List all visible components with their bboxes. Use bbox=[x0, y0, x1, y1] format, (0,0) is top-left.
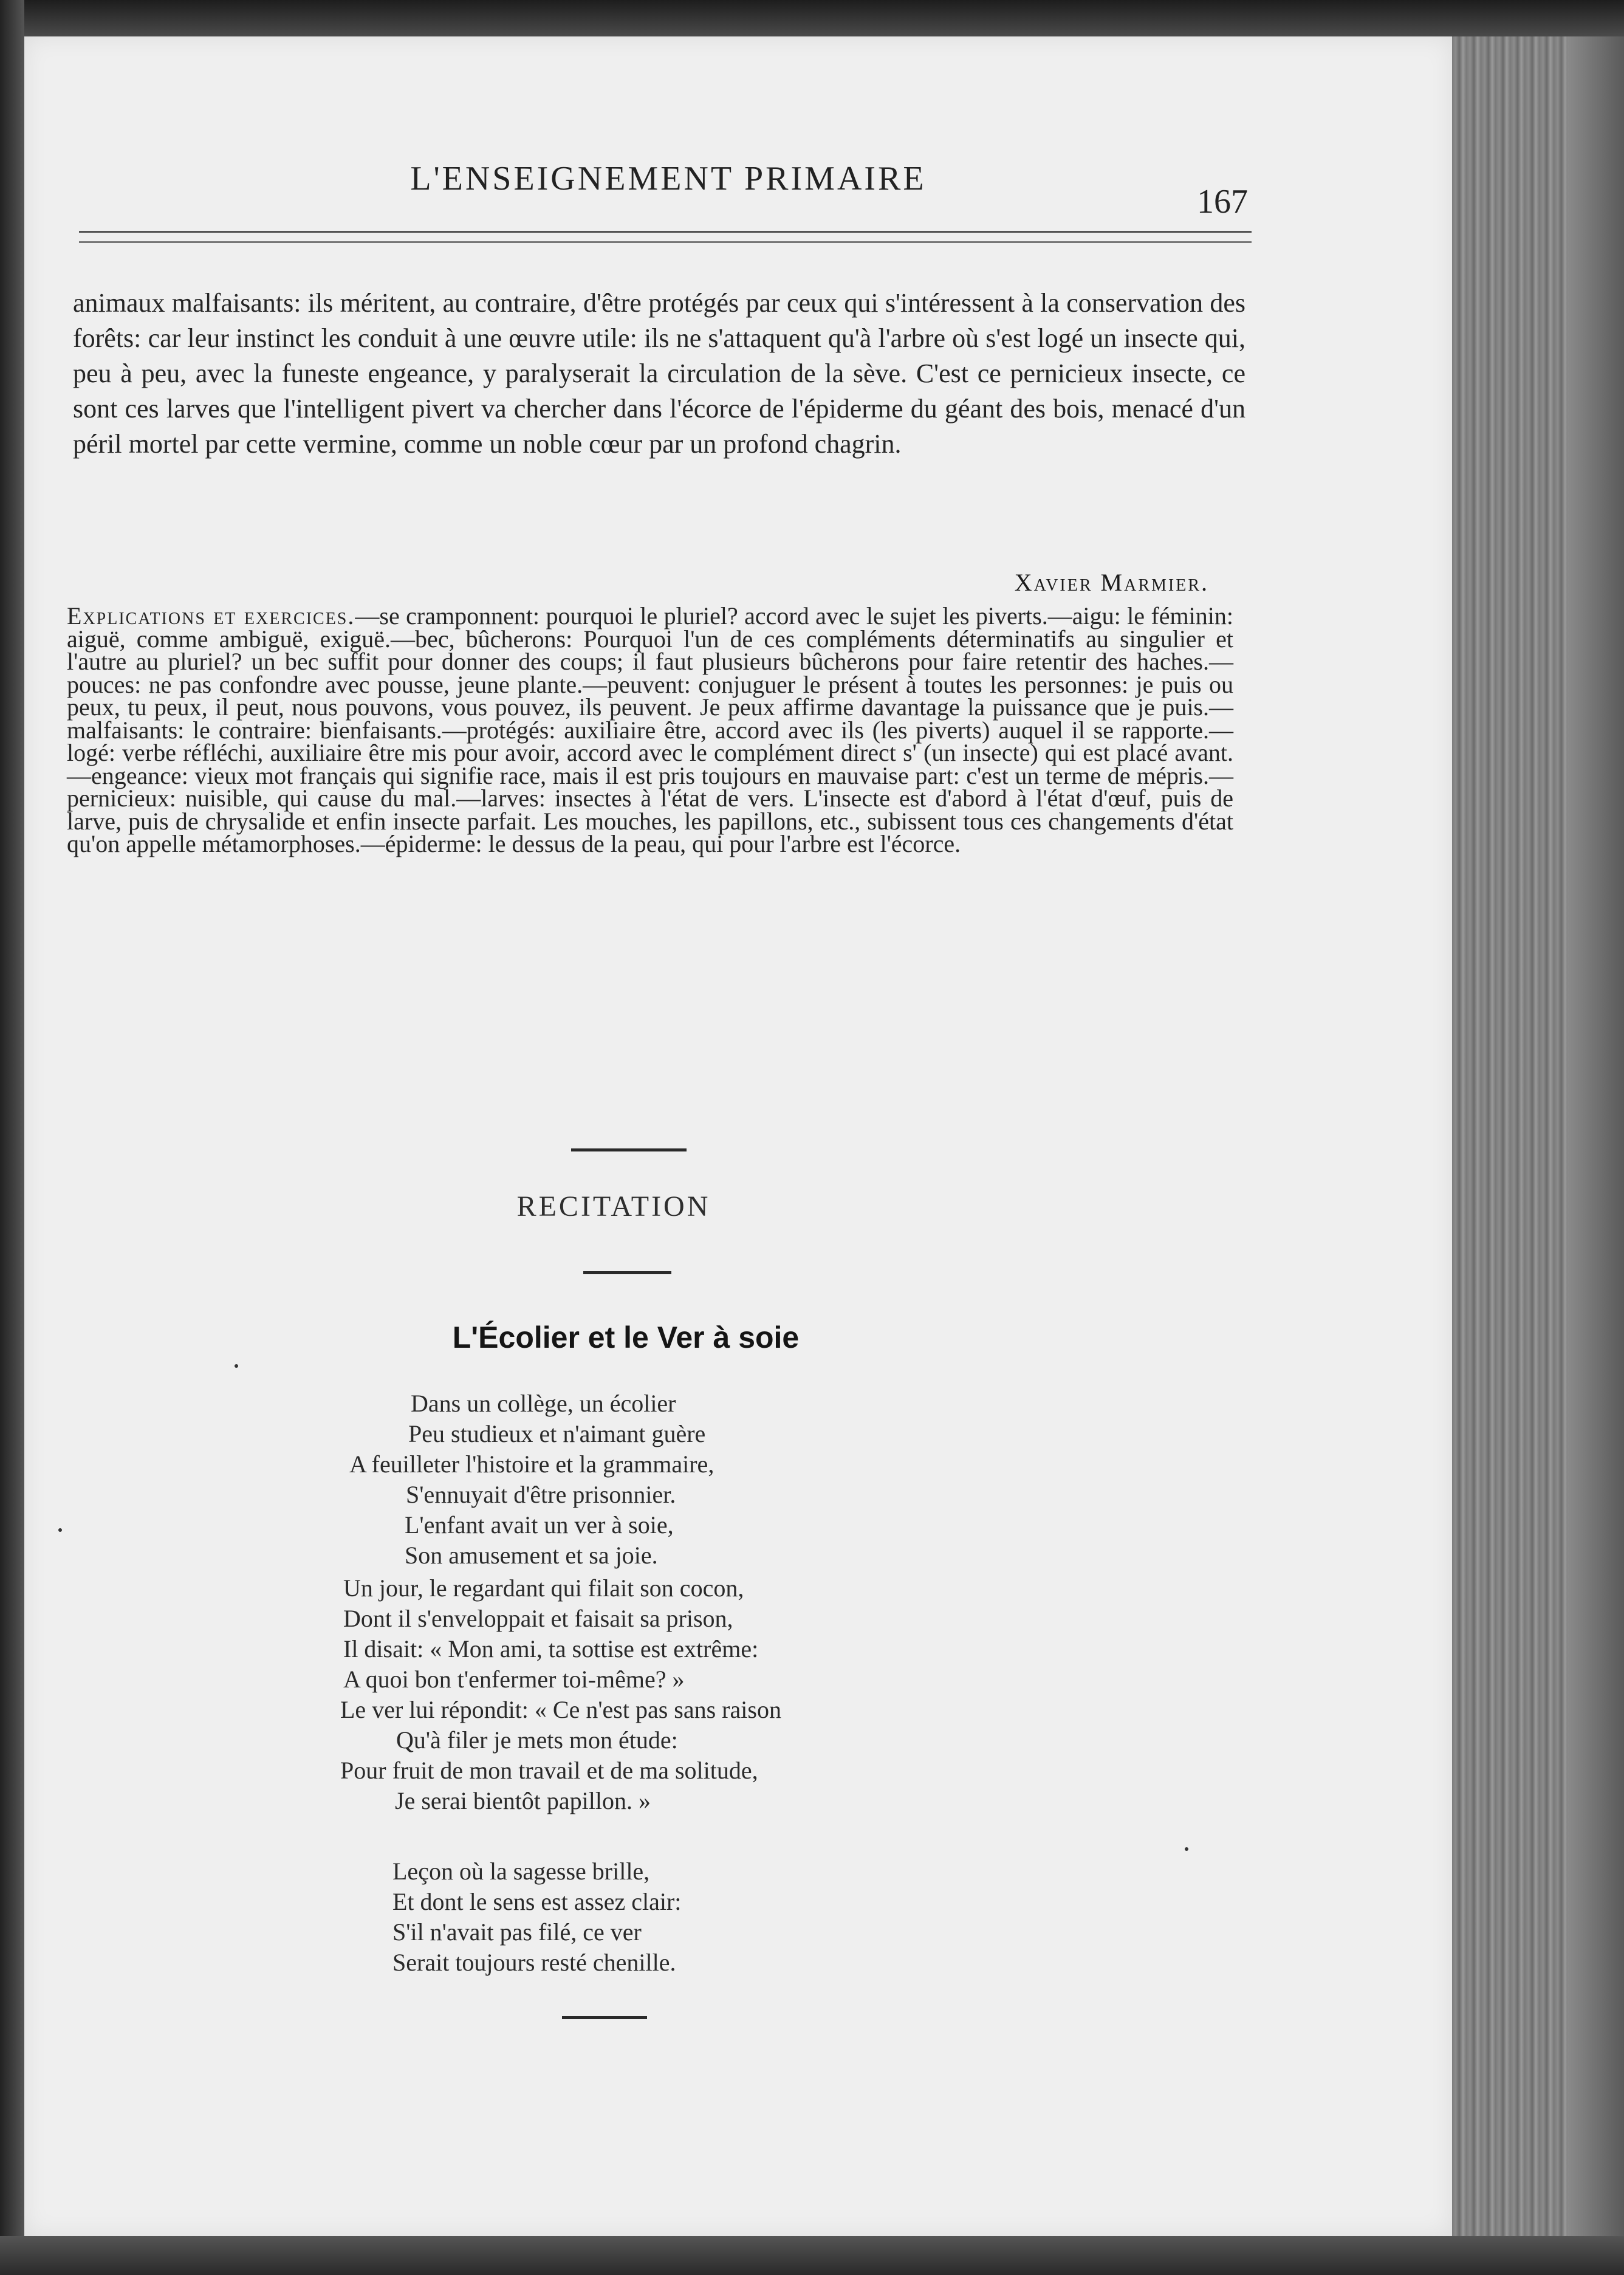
scan-top-shadow bbox=[0, 0, 1624, 36]
end-rule bbox=[562, 2016, 647, 2019]
paper-speck bbox=[1185, 1847, 1188, 1851]
book-spine-shadow bbox=[1567, 36, 1624, 2275]
poem-line: Un jour, le regardant qui filait son cocon, bbox=[343, 1574, 744, 1602]
prose-paragraph: animaux malfaisants: ils méritent, au contraire, d'être protégés par ceux qui s'intéressent à la conservation des forêts: car leur instinct les conduit à une œuvre utile: ils ne s'attaquent qu'à l'arbre où s'est logé un insecte qui, peu à peu, avec la funeste engeance, y paralyserait la circulation de la sève. C'est ce pernicieux insecte, ce sont ces larves que l'intelligent pivert va chercher dans l'écorce de l'épiderme du géant des bois, menacé d'un péril mortel par cette vermine, comme un noble cœur par un profond chagrin. bbox=[73, 288, 1245, 459]
poem-line: Serait toujours resté chenille. bbox=[392, 1949, 676, 1976]
poem-line: Le ver lui répondit: « Ce n'est pas sans raison bbox=[340, 1696, 781, 1723]
poem-line: Son amusement et sa joie. bbox=[405, 1542, 658, 1569]
exercises-paragraph bbox=[67, 602, 1233, 857]
poem-line: A feuilleter l'histoire et la grammaire, bbox=[349, 1450, 714, 1478]
author-signature: Xavier Marmier. bbox=[1014, 569, 1209, 596]
title-underline-rule bbox=[583, 1271, 671, 1274]
page-number: 167 bbox=[1197, 183, 1248, 221]
poem-line: Pour fruit de mon travail et de ma solitude, bbox=[340, 1757, 758, 1784]
poem-line: S'il n'avait pas filé, ce ver bbox=[392, 1918, 642, 1946]
exercises-block bbox=[67, 602, 1233, 857]
poem-line: Peu studieux et n'aimant guère bbox=[408, 1420, 706, 1447]
poem-line: Il disait: « Mon ami, ta sottise est extrême: bbox=[343, 1635, 759, 1662]
scan-bottom-shadow bbox=[0, 2236, 1624, 2275]
poem-line: A quoi bon t'enfermer toi-même? » bbox=[343, 1666, 685, 1693]
separator-rule bbox=[571, 1148, 687, 1151]
section-title: RECITATION bbox=[516, 1190, 711, 1223]
running-header-title: L'ENSEIGNEMENT PRIMAIRE bbox=[410, 160, 927, 197]
poem-line: Dans un collège, un écolier bbox=[411, 1390, 676, 1417]
paper-speck bbox=[235, 1364, 238, 1368]
scan-left-shadow bbox=[0, 0, 24, 2275]
poem-line: Dont il s'enveloppait et faisait sa prison, bbox=[343, 1605, 733, 1632]
exercises-text: —se cramponnent: pourquoi le pluriel? accord avec le sujet les piverts.—aigu: le féminin: aiguë, comme ambiguë, exiguë.—bec, bûcherons: Pourquoi l'un de ces compléments déterminatifs au singulier et l'autre au pluriel? un bec suffit pour donner des coups; il faut plusieurs bûcherons pour faire retentir des haches.—pouces: ne pas confondre avec pousse, jeune plante.—peuvent: conjuguer le présent à toutes les personnes: je puis ou peux, tu peux, il peut, nous pouvons, vous pouvez, ils peuvent. Je peux affirme davantage la puissance que je puis.—malfaisants: le contraire: bienfaisants.—protégés: auxiliaire être, accord avec ils (les piverts) auquel il se rapporte.—logé: verbe réfléchi, auxiliaire être mis pour avoir, accord avec le complément direct s' (un insecte) qui est placé avant.—engeance: vieux mot français qui signifie race, mais il est pris toujours en mauvaise part: c'est un terme de mépris.—pernicieux: nuisible, qui cause du mal.—larves: insectes à l'état de vers. L'insecte est d'abord à l'état d'œuf, puis de larve, puis de chrysalide et enfin insecte parfait. Les mouches, les papillons, etc., subissent tous ces changements d'état qu'on appelle métamorphoses.—épiderme: le dessus de la peau, qui pour l'arbre est l'écorce. bbox=[67, 602, 1233, 857]
poem-line: Je serai bientôt papillon. » bbox=[395, 1787, 651, 1814]
poem-line: Et dont le sens est assez clair: bbox=[392, 1888, 682, 1915]
paper-speck bbox=[58, 1528, 62, 1532]
poem-line: Qu'à filer je mets mon étude: bbox=[396, 1726, 678, 1754]
header-double-rule bbox=[79, 231, 1252, 243]
poem-title: L'Écolier et le Ver à soie bbox=[452, 1320, 800, 1354]
poem-line: Leçon où la sagesse brille, bbox=[392, 1858, 650, 1885]
exercises-heading: Explications et exercices. bbox=[67, 602, 355, 630]
poem-line: L'enfant avait un ver à soie, bbox=[405, 1511, 674, 1539]
prose-passage bbox=[73, 286, 1245, 462]
poem-line: S'ennuyait d'être prisonnier. bbox=[406, 1481, 676, 1508]
